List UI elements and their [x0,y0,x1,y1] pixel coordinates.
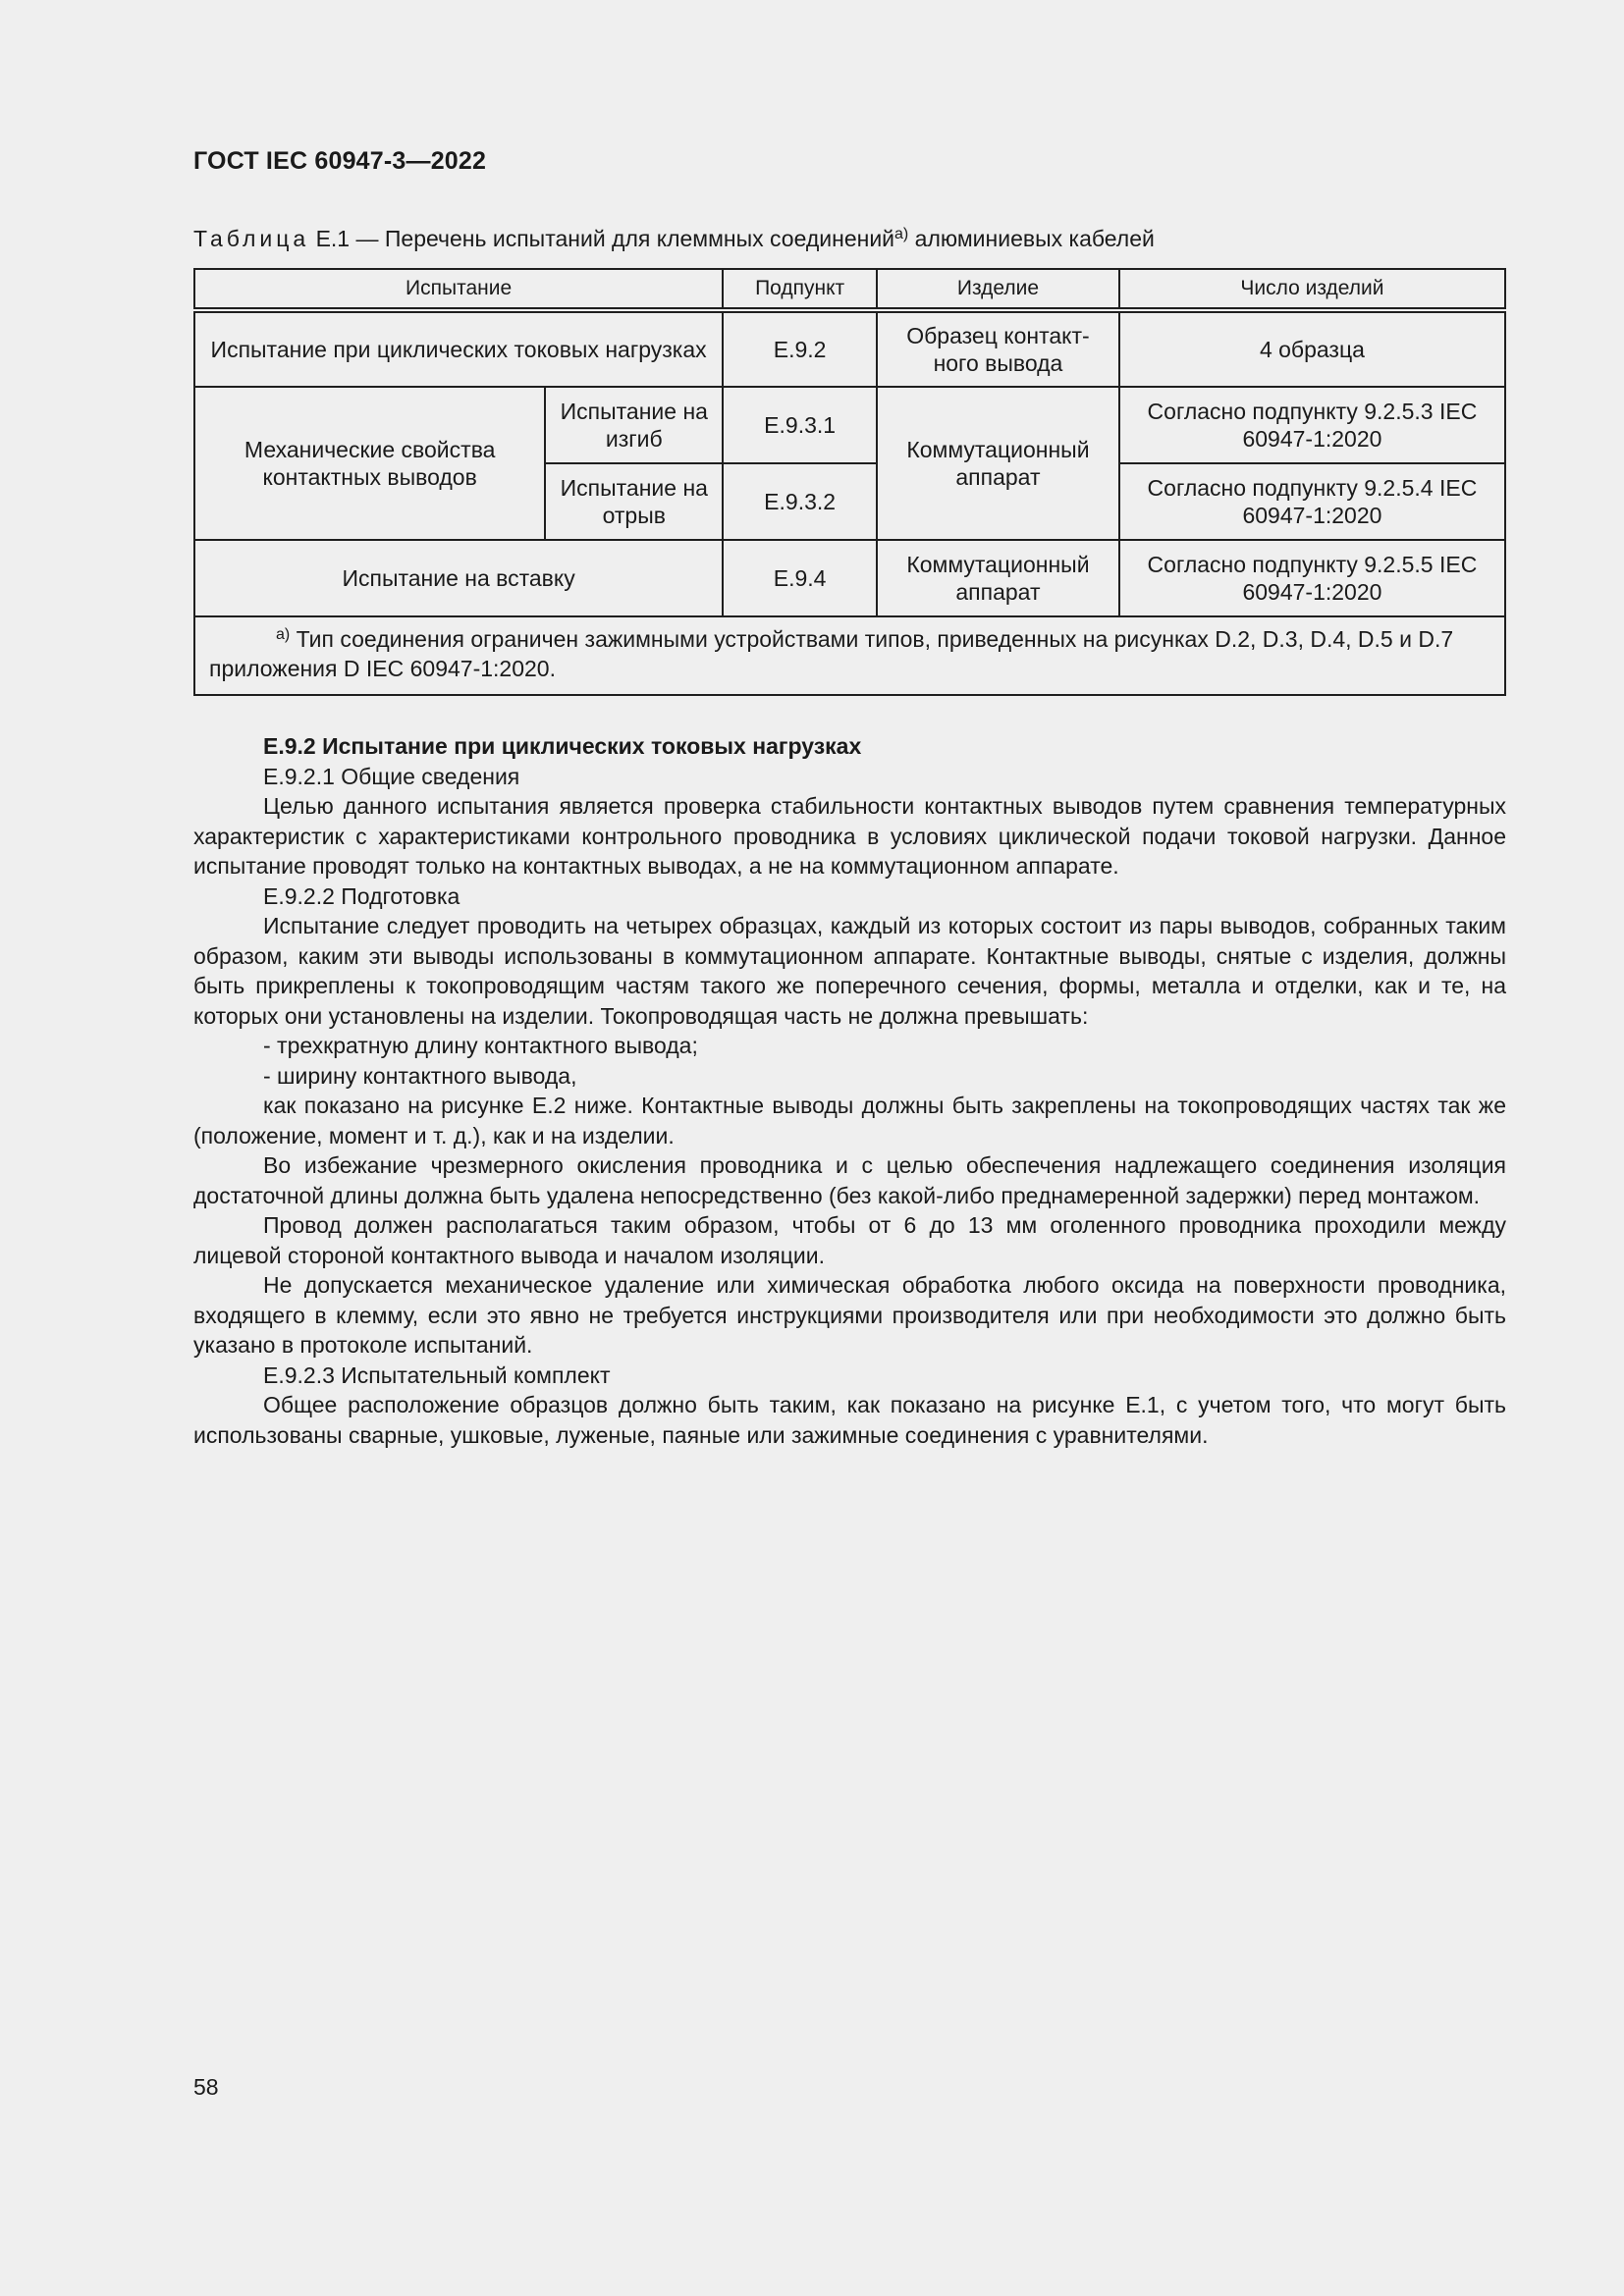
cell-subtest: Испытание на отрыв [545,463,723,540]
body-text [193,731,1506,1450]
table-caption-footnote-mark: a) [894,226,909,242]
table-row [194,387,1505,463]
paragraph: Не допускается механическое удаление или химическая обработка любого оксида на поверхности проводника, входящего в клемму, если это явно не требуется инструкциями производителя или при необходимости это должно быть указано в протоколе испытаний. [193,1272,1506,1358]
cell-test: Испытание на вставку [194,540,723,616]
table-caption-text: E.1 — Перечень испытаний для клеммных соединений [315,226,895,251]
table-footnote-row [194,616,1505,695]
table-header-row [194,269,1505,310]
page-number: 58 [193,2074,219,2100]
table-caption-suffix: алюминиевых кабелей [908,226,1155,251]
cell-test-group: Механические свойства контактных выводов [194,387,545,540]
header-item: Изделие [877,269,1119,310]
paragraph: Во избежание чрезмерного окисления проводника и с целью обеспечения надлежащего соединения изоляция достаточной длины должна быть удалена непосредственно (без какой-либо преднамеренной задержки) перед монтажом. [193,1152,1506,1208]
header-test: Испытание [194,269,723,310]
cell-count: Согласно подпункту 9.2.5.5 IEC 60947-1:2020 [1119,540,1505,616]
cell-clause: E.9.3.2 [723,463,877,540]
header-count: Число изделий [1119,269,1505,310]
cell-test: Испытание при циклических токовых нагрузках [194,310,723,387]
cell-item: Образец контакт-ного вывода [877,310,1119,387]
tests-table [193,268,1506,696]
footnote-mark: a) [276,626,291,643]
footnote-text: Тип соединения ограничен зажимными устройствами типов, приведенных на рисунках D.2, D.3, D.4, D.5 и D.7 приложения D IEC 60947-1:2020. [209,626,1454,681]
table-footnote [194,616,1505,695]
paragraph: Целью данного испытания является проверка стабильности контактных выводов путем сравнения температурных характеристик с характеристиками контрольного проводника в условиях циклической подачи токовой нагрузки. Данное испытание проводят только на контактных выводах, а не на коммутационном аппарате. [193,793,1506,879]
cell-subtest: Испытание на изгиб [545,387,723,463]
cell-clause: E.9.2 [723,310,877,387]
paragraph: Провод должен располагаться таким образом, чтобы от 6 до 13 мм оголенного проводника проходили между лицевой стороной контактного вывода и началом изоляции. [193,1212,1506,1268]
list-item: - трехкратную длину контактного вывода; [263,1033,698,1058]
document-header: ГОСТ IEC 60947-3—2022 [193,147,487,175]
subsection-heading: Е.9.2.3 Испытательный комплект [263,1362,611,1388]
cell-count: Согласно подпункту 9.2.5.3 IEC 60947-1:2020 [1119,387,1505,463]
table-row [194,540,1505,616]
cell-clause: E.9.3.1 [723,387,877,463]
table-caption [193,226,1155,252]
cell-count: Согласно подпункту 9.2.5.4 IEC 60947-1:2020 [1119,463,1505,540]
table-row [194,310,1505,387]
paragraph: как показано на рисунке Е.2 ниже. Контактные выводы должны быть закреплены на токопроводящих частях так же (положение, момент и т. д.), как и на изделии. [193,1093,1506,1148]
subsection-heading: Е.9.2.1 Общие сведения [263,763,520,789]
header-clause: Подпункт [723,269,877,310]
paragraph: Испытание следует проводить на четырех образцах, каждый из которых состоит из пары выводов, собранных таким образом, каким эти выводы использованы в коммутационном аппарате. Контактные выводы, снятые с изделия, должны быть прикреплены к токопроводящим частям такого же поперечного сечения, формы, металла и отделки, как и те, на которых они установлены на изделии. Токопроводящая часть не должна превышать: [193,913,1506,1029]
cell-item: Коммутационный аппарат [877,540,1119,616]
cell-clause: E.9.4 [723,540,877,616]
section-heading: Е.9.2 Испытание при циклических токовых нагрузках [263,733,862,759]
list-item: - ширину контактного вывода, [263,1062,577,1089]
subsection-heading: Е.9.2.2 Подготовка [263,882,460,909]
cell-count: 4 образца [1119,310,1505,387]
cell-item: Коммутационный аппарат [877,387,1119,540]
paragraph: Общее расположение образцов должно быть таким, как показано на рисунке Е.1, с учетом того, что могут быть использованы сварные, ушковые, луженые, паяные или зажимные соединения с уравнителями. [193,1392,1506,1448]
table-caption-prefix: Таблица [193,226,310,251]
